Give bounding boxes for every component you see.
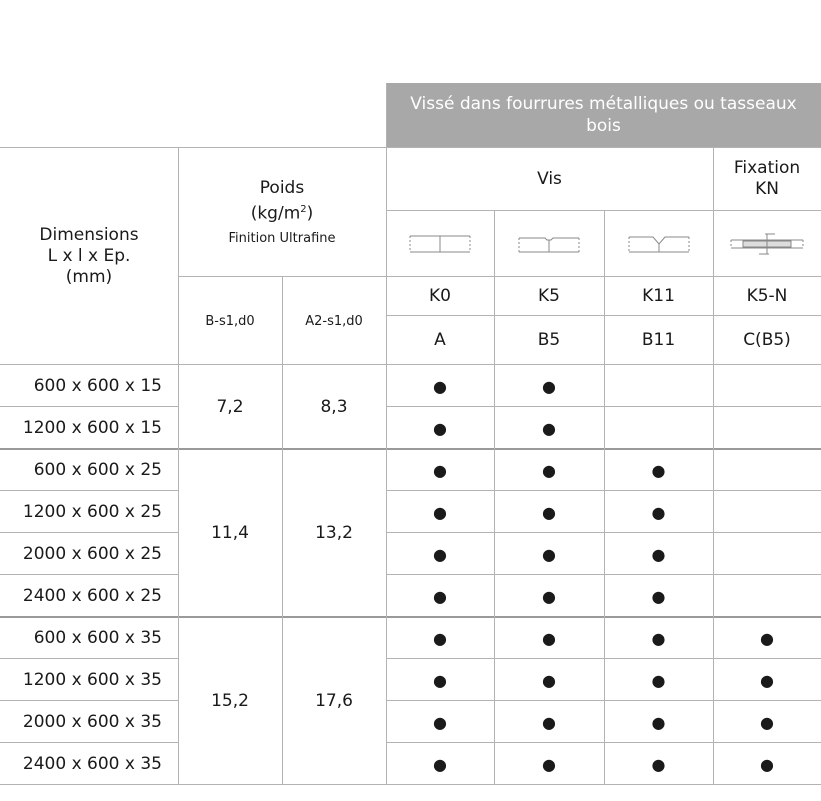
compat-mark: ● <box>760 670 774 690</box>
compat-mark <box>713 491 821 533</box>
compat-mark: ● <box>542 418 556 438</box>
grid-line <box>0 490 178 491</box>
dimension-cell: 2000 x 600 x 35 <box>22 712 162 732</box>
compat-mark: ● <box>651 502 666 522</box>
compat-mark <box>713 449 821 491</box>
fixation-header-line-1: Fixation <box>733 158 801 178</box>
grid-line <box>0 147 821 148</box>
compat-mark: ● <box>651 670 666 690</box>
compat-mark: ● <box>760 628 774 648</box>
edge-k5n-icon <box>713 211 821 276</box>
edge-k5-icon <box>494 211 604 276</box>
dimension-cell: 1200 x 600 x 15 <box>22 418 162 438</box>
compat-mark: ● <box>433 418 447 438</box>
dimension-cell: 1200 x 600 x 25 <box>22 502 162 522</box>
dimensions-header-line-3: (mm) <box>65 266 113 287</box>
edge-name-0: K0 <box>429 285 451 306</box>
grid-line <box>0 532 178 533</box>
compat-mark: ● <box>433 460 447 480</box>
weight-unit-text: (kg/m <box>250 203 301 224</box>
edge-code-0: A <box>434 330 446 350</box>
edge-name-1: K5 <box>538 285 560 306</box>
compat-mark <box>713 575 821 617</box>
weight-title: Poids <box>259 178 305 199</box>
compat-mark <box>713 407 821 449</box>
compat-mark: ● <box>433 502 447 522</box>
edge-k5n-icon-graphic <box>729 232 805 256</box>
grid-line <box>282 277 283 785</box>
compat-mark: ● <box>433 712 447 732</box>
header-group-banner: Vissé dans fourrures métalliques ou tasseaux bois <box>386 83 821 147</box>
fixation-header-line-2: KN <box>755 179 779 199</box>
grid-line <box>0 574 178 575</box>
compat-mark: ● <box>651 460 666 480</box>
fixation-header <box>713 148 821 210</box>
vis-header: Vis <box>537 168 562 189</box>
compat-mark: ● <box>651 628 666 648</box>
compat-mark: ● <box>542 460 556 480</box>
compat-mark: ● <box>651 712 666 732</box>
compat-mark: ● <box>542 712 556 732</box>
compat-mark: ● <box>760 712 774 732</box>
compat-mark <box>713 365 821 407</box>
compat-mark: ● <box>433 628 447 648</box>
grid-line <box>0 742 178 743</box>
grid-line <box>604 211 605 785</box>
dimension-cell: 2000 x 600 x 25 <box>22 544 162 564</box>
edge-k0-icon-graphic <box>408 232 472 256</box>
grid-line <box>178 148 179 785</box>
weight-finish: Finition Ultrafine <box>228 230 336 246</box>
compat-mark: ● <box>433 376 447 396</box>
edge-name-3: K5-N <box>746 285 788 306</box>
weight-a2-value: 8,3 <box>320 397 348 417</box>
edge-k5-icon-graphic <box>517 232 581 256</box>
grid-line <box>178 276 821 277</box>
compat-mark: ● <box>651 544 666 564</box>
grid-line <box>0 784 821 785</box>
edge-code-2: B11 <box>641 330 676 350</box>
weight-b-value: 7,2 <box>216 397 244 417</box>
grid-line <box>0 658 178 659</box>
weight-unit <box>251 199 314 225</box>
grid-line <box>0 364 821 365</box>
dimension-cell: 1200 x 600 x 35 <box>22 670 162 690</box>
weight-b-value: 15,2 <box>211 691 249 711</box>
edge-k11-icon <box>604 211 713 276</box>
class-a2-header: A2-s1,d0 <box>305 313 363 329</box>
compat-mark: ● <box>760 754 774 774</box>
edge-k11-icon-graphic <box>627 232 691 256</box>
compat-mark: ● <box>542 628 556 648</box>
compat-mark: ● <box>651 586 666 606</box>
dimension-cell: 2400 x 600 x 35 <box>22 754 162 774</box>
group-divider <box>0 616 821 618</box>
weight-header <box>178 148 386 276</box>
grid-line <box>386 83 387 785</box>
weight-a2-value: 17,6 <box>315 691 353 711</box>
grid-line <box>0 406 178 407</box>
compat-mark: ● <box>542 754 556 774</box>
compat-mark: ● <box>433 544 447 564</box>
dimension-cell: 2400 x 600 x 25 <box>22 586 162 606</box>
dimension-cell: 600 x 600 x 15 <box>33 376 162 396</box>
grid-line <box>713 148 714 785</box>
dimensions-header-line-2: L x l x Ep. <box>47 245 131 266</box>
edge-code-1: B5 <box>537 330 561 350</box>
edge-name-2: K11 <box>642 285 675 306</box>
compat-mark <box>604 365 713 407</box>
weight-b-value: 11,4 <box>211 523 249 543</box>
edge-code-3: C(B5) <box>743 330 791 350</box>
compat-mark: ● <box>542 376 556 396</box>
group-divider <box>0 448 821 450</box>
grid-line <box>494 211 495 785</box>
compat-mark: ● <box>433 754 447 774</box>
edge-k0-icon <box>386 211 494 276</box>
dimension-cell: 600 x 600 x 35 <box>33 628 162 648</box>
weight-unit-close: ) <box>306 203 314 224</box>
dimension-cell: 600 x 600 x 25 <box>33 460 162 480</box>
compat-mark: ● <box>542 586 556 606</box>
compat-mark: ● <box>433 670 447 690</box>
weight-a2-value: 13,2 <box>315 523 353 543</box>
compat-mark: ● <box>542 502 556 522</box>
compat-mark: ● <box>542 544 556 564</box>
compat-mark <box>713 533 821 575</box>
dimensions-header-line-1: Dimensions <box>39 224 139 245</box>
dimensions-header <box>0 148 178 364</box>
compat-mark <box>604 407 713 449</box>
compat-mark: ● <box>651 754 666 774</box>
grid-line <box>0 700 178 701</box>
class-b-header: B-s1,d0 <box>205 313 255 329</box>
compat-mark: ● <box>433 586 447 606</box>
compat-mark: ● <box>542 670 556 690</box>
weight-unit-superscript: 2 <box>300 204 307 216</box>
